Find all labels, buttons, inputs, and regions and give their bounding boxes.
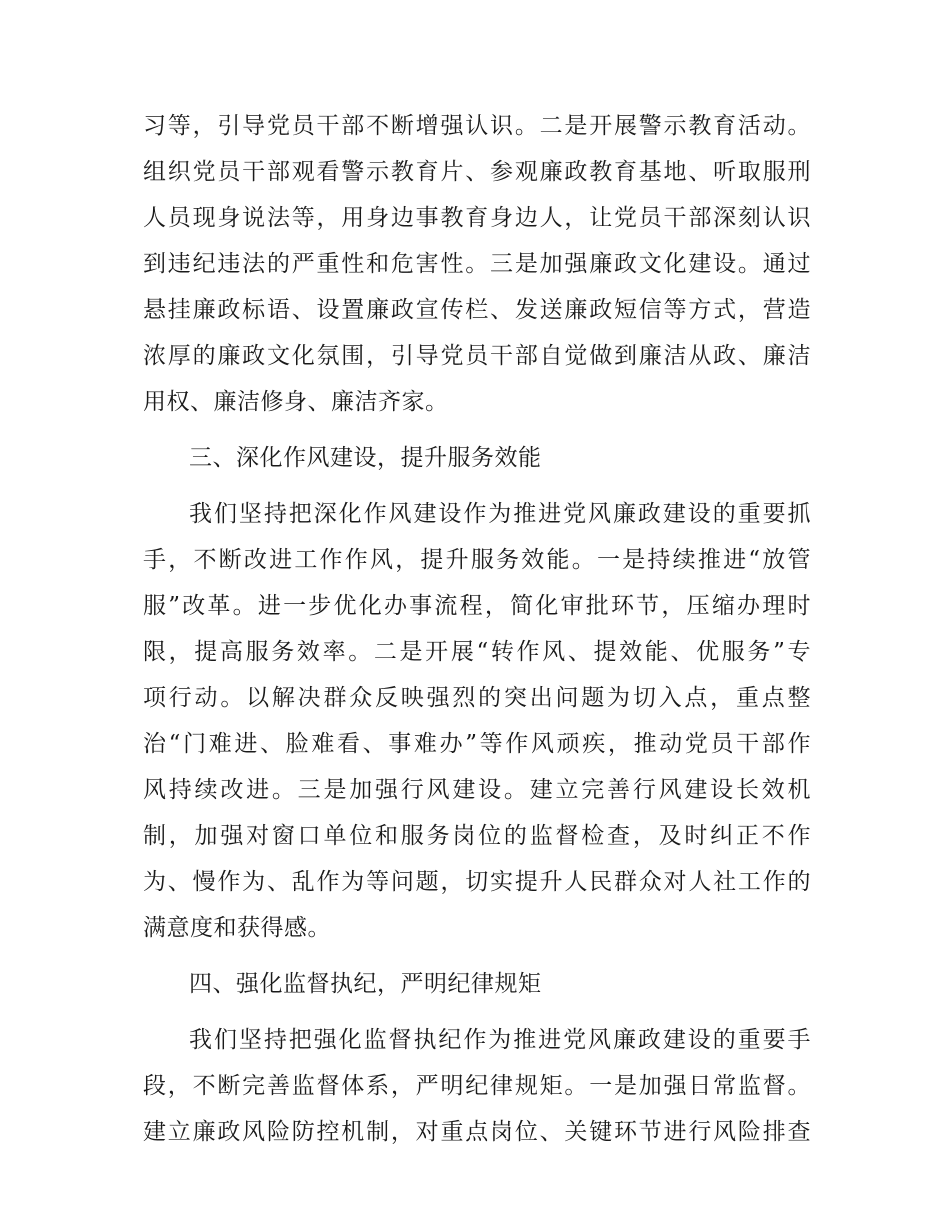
paragraph-line: 习等，引导党员干部不断增强认识。二是开展警示教育活动。 — [143, 113, 811, 139]
paragraph-line: 用权、廉洁修身、廉洁齐家。 — [143, 389, 449, 415]
section-heading-3: 三、深化作风建设，提升服务效能 — [189, 445, 542, 471]
paragraph-line: 我们坚持把强化监督执纪作为推进党风廉政建设的重要手 — [189, 1027, 811, 1053]
paragraph-line: 到违纪违法的严重性和危害性。三是加强廉政文化建设。通过 — [143, 251, 811, 277]
paragraph-line: 悬挂廉政标语、设置廉政宣传栏、发送廉政短信等方式，营造 — [143, 297, 811, 323]
paragraph-line: 满意度和获得感。 — [143, 915, 331, 941]
document-body — [143, 103, 811, 1155]
paragraph-line: 浓厚的廉政文化氛围，引导党员干部自觉做到廉洁从政、廉洁 — [143, 343, 811, 369]
paragraph-1 — [143, 103, 811, 425]
paragraph-line: 组织党员干部观看警示教育片、参观廉政教育基地、听取服刑 — [143, 159, 811, 185]
paragraph-line: 我们坚持把深化作风建设作为推进党风廉政建设的重要抓 — [189, 501, 811, 527]
spacer — [143, 425, 811, 435]
paragraph-line: 服”改革。进一步优化办事流程，简化审批环节，压缩办理时 — [143, 593, 811, 619]
paragraph-2 — [143, 491, 811, 951]
paragraph-line: 手，不断改进工作作风，提升服务效能。一是持续推进“放管 — [143, 547, 811, 573]
paragraph-line: 项行动。以解决群众反映强烈的突出问题为切入点，重点整 — [143, 685, 811, 711]
paragraph-line: 制，加强对窗口单位和服务岗位的监督检查，及时纠正不作 — [143, 823, 811, 849]
spacer — [143, 1007, 811, 1017]
paragraph-line: 限，提高服务效率。二是开展“转作风、提效能、优服务”专 — [143, 639, 811, 665]
paragraph-line: 治“门难进、脸难看、事难办”等作风顽疾，推动党员干部作 — [143, 731, 811, 757]
paragraph-line: 建立廉政风险防控机制，对重点岗位、关键环节进行风险排查 — [143, 1119, 811, 1145]
paragraph-line: 人员现身说法等，用身边事教育身边人，让党员干部深刻认识 — [143, 205, 811, 231]
section-heading-4: 四、强化监督执纪，严明纪律规矩 — [189, 971, 542, 997]
paragraph-line: 段，不断完善监督体系，严明纪律规矩。一是加强日常监督。 — [143, 1073, 811, 1099]
paragraph-line: 风持续改进。三是加强行风建设。建立完善行风建设长效机 — [143, 777, 811, 803]
paragraph-3 — [143, 1017, 811, 1155]
spacer — [143, 481, 811, 491]
paragraph-line: 为、慢作为、乱作为等问题，切实提升人民群众对人社工作的 — [143, 869, 811, 895]
spacer — [143, 951, 811, 961]
